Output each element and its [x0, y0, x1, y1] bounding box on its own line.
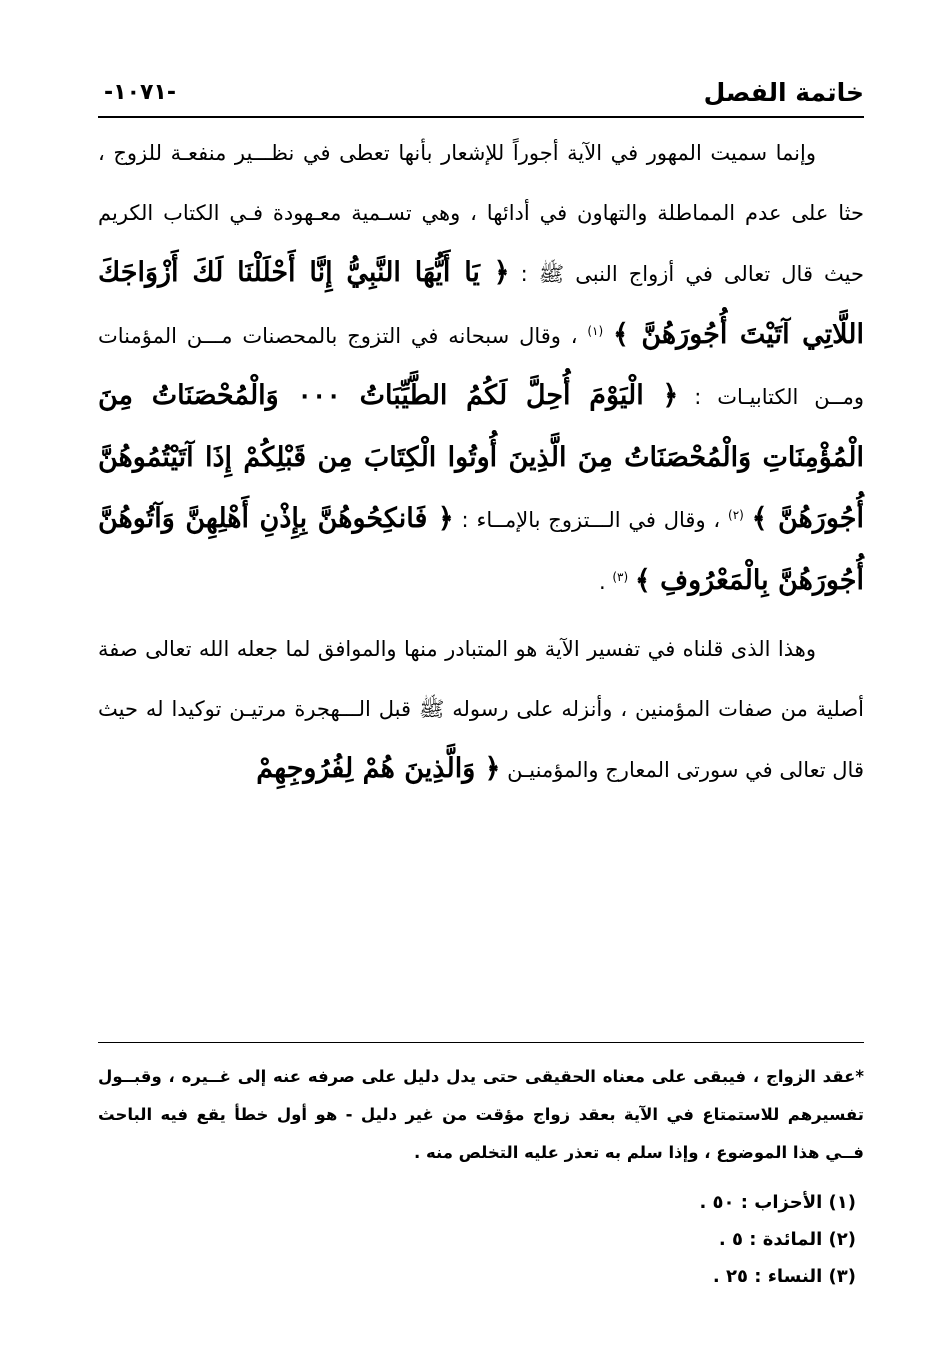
quran-verse: ﴿ وَالَّذِينَ هُمْ لِفُرُوجِهِمْ — [256, 753, 501, 784]
paragraph-text: وهذا الذى قلناه في تفسير الآية هو المتبادر منها والموافق لما جعله الله تعالى صفة أصلية من صفات المؤمنين ، وأنزله على رسوله ﷺ قبل الـــهجرة مرتيـن توكيدا له حيث قال تعالى في سورتى المعارج والمؤمنيـن — [98, 637, 864, 782]
quran-verse: ﴿ يَا أَيُّهَا النَّبِيُّ إِنَّا أَحْلَلْنَا لَكَ أَزْوَاجَكَ اللَّاتِي آتَيْتَ أُجُورَهُنَّ ﴾ — [98, 257, 864, 350]
paragraph-2 — [98, 620, 864, 801]
header-divider — [98, 116, 864, 118]
footnote-note: *عقد الزواج ، فيبقى على معناه الحقيقى حتى يدل دليل على صرفه عنه إلى غــيره ، وقبــول تفسيرهم للاستمتاع في الآية بعقد زواج مؤقت من غير دليل - هو أول خطأ يقع فيه الباحث فــي هذا الموضوع ، وإذا سلم به تعذر عليه التخلص منه . — [98, 1067, 864, 1162]
paragraph-text: ، وقال في الـــتزوج بالإمــاء : — [453, 508, 728, 532]
page-header — [98, 74, 864, 114]
page-number: -١٠٧١- — [104, 80, 176, 105]
body-text — [98, 124, 864, 801]
footnote-divider — [98, 1042, 864, 1043]
paragraph-text: . — [599, 569, 613, 594]
footnote-ref-2: (٢) المائدة : ٥ . — [718, 1229, 856, 1250]
paragraph-text: ، وقال سبحانه في التزوج بالمحصنات مـــن المؤمنات ومــن الكتابيـات : — [98, 323, 864, 409]
footnote-marker: (٢) — [728, 508, 744, 522]
paragraph-1 — [98, 124, 864, 612]
quran-verse: ﴿ فَانكِحُوهُنَّ بِإِذْنِ أَهْلِهِنَّ وَآتُوهُنَّ أُجُورَهُنَّ بِالْمَعْرُوفِ ﴾ — [98, 503, 864, 596]
footnote-marker: (١) — [587, 323, 604, 338]
footnote-ref-1: (١) الأحزاب : ٥٠ . — [699, 1192, 856, 1213]
quran-verse: ﴿ الْيَوْمَ أُحِلَّ لَكُمُ الطَّيِّبَاتُ ٠٠٠ وَالْمُحْصَنَاتُ مِنَ الْمُؤْمِنَاتِ وَالْمُحْصَنَاتُ مِنَ الَّذِينَ أُوتُوا الْكِتَابَ مِن قَبْلِكُمْ إِذَا آتَيْتُمُوهُنَّ أُجُورَهُنَّ ﴾ — [98, 380, 864, 534]
footnote-ref-3: (٣) النساء : ٢٥ . — [712, 1266, 856, 1287]
chapter-title: خاتمة الفصل — [703, 78, 864, 107]
footnote-references — [699, 1184, 856, 1295]
paragraph-text: وإنما سميت المهور في الآية أجوراً للإشعار بأنها تعطى في نظـــير منفعـة للزوج ، حثا على عدم المماطلة والتهاون في أدائها ، وهي تسـمية معـهودة فـي الكتاب الكريم حيث قال تعالى في أزواج النبى ﷺ : — [98, 141, 864, 286]
footnote-marker: (٣) — [612, 569, 629, 584]
